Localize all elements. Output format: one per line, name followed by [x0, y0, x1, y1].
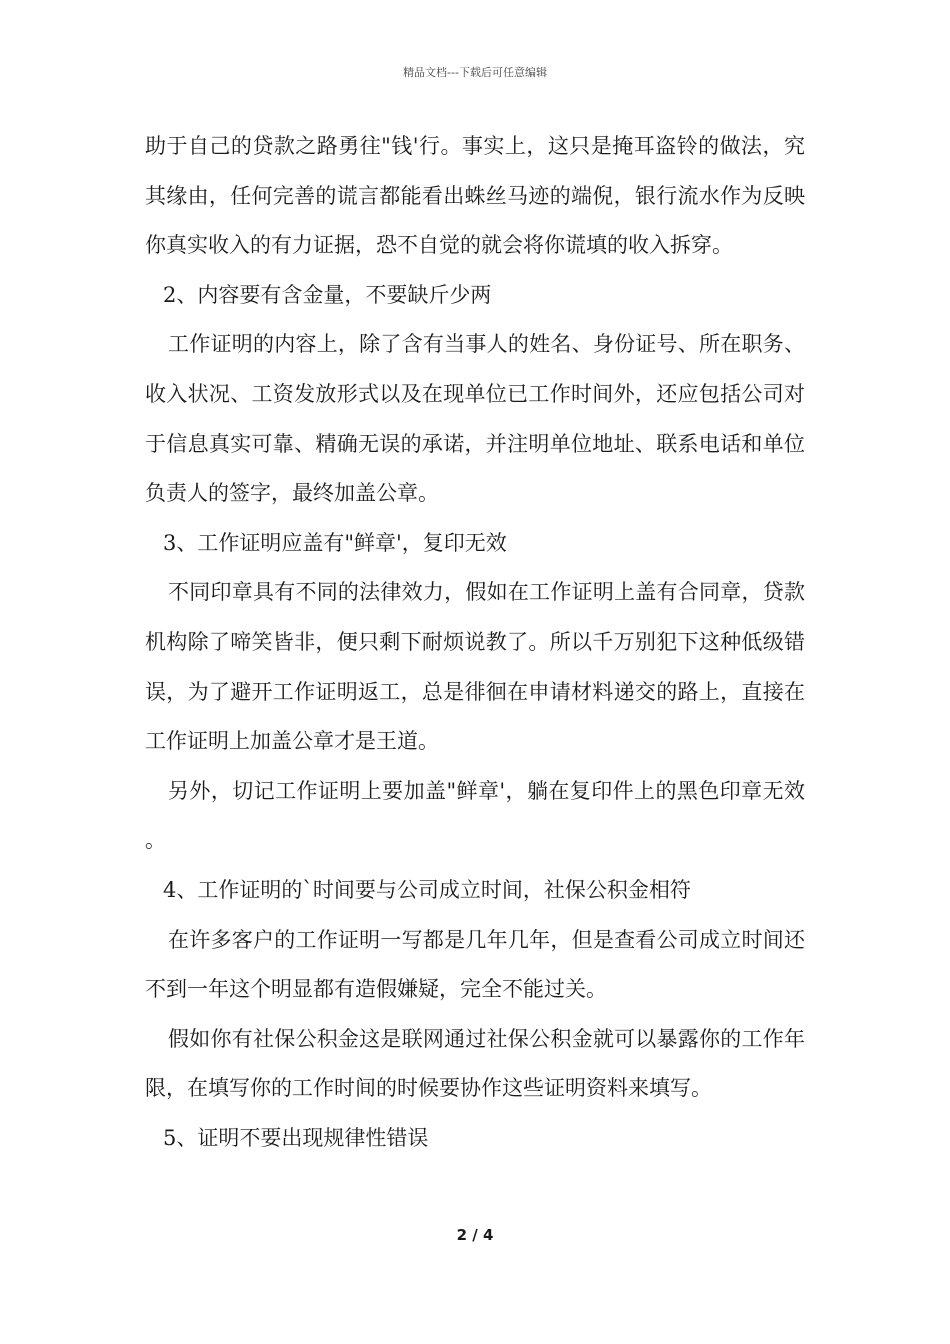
paragraph-content-requirements: 工作证明的内容上，除了含有当事人的姓名、身份证号、所在职务、收入状况、工资发放形式以及在现单位已工作时间外，还应包括公司对于信息真实可靠、精确无误的承诺，并注明单位地址、联系电话和单位负责人的签字，最终加盖公章。	[145, 332, 805, 506]
page-separator: /	[467, 1226, 483, 1244]
paragraph-fresh-seal: 另外，切记工作证明上要加盖"鲜章'，躺在复印件上的黑色印章无效。	[145, 778, 805, 853]
section-heading-3: 3、工作证明应盖有"鲜章'，复印无效	[163, 530, 507, 555]
page-number	[0, 1225, 950, 1245]
section-heading-2: 2、内容要有含金量，不要缺斤少两	[163, 282, 492, 307]
paragraph-social-security: 假如你有社保公积金这是联网通过社保公积金就可以暴露你的工作年限，在填写你的工作时间的时候要协作这些证明资料来填写。	[145, 1026, 805, 1101]
current-page: 2	[456, 1226, 468, 1244]
paragraph-continued: 助于自己的贷款之路勇往"钱'行。事实上，这只是掩耳盗铃的做法，究其缘由，任何完善的谎言都能看出蛛丝马迹的端倪，银行流水作为反映你真实收入的有力证据，恐不自觉的就会将你谎填的收入拆穿。	[145, 134, 805, 258]
section-heading-4: 4、工作证明的`时间要与公司成立时间，社保公积金相符	[163, 877, 691, 902]
page-header: 精品文档---下载后可任意编辑	[403, 66, 547, 79]
total-pages: 4	[482, 1226, 494, 1244]
section-heading-5: 5、证明不要出现规律性错误	[163, 1125, 429, 1150]
paragraph-seal-types: 不同印章具有不同的法律效力，假如在工作证明上盖有合同章，贷款机构除了啼笑皆非，便只剩下耐烦说教了。所以千万别犯下这种低级错误，为了避开工作证明返工，总是徘徊在申请材料递交的路上，直接在工作证明上加盖公章才是王道。	[145, 580, 805, 754]
paragraph-company-age: 在许多客户的工作证明一写都是几年几年，但是查看公司成立时间还不到一年这个明显都有造假嫌疑，完全不能过关。	[145, 927, 805, 1002]
document-body	[145, 122, 805, 1163]
